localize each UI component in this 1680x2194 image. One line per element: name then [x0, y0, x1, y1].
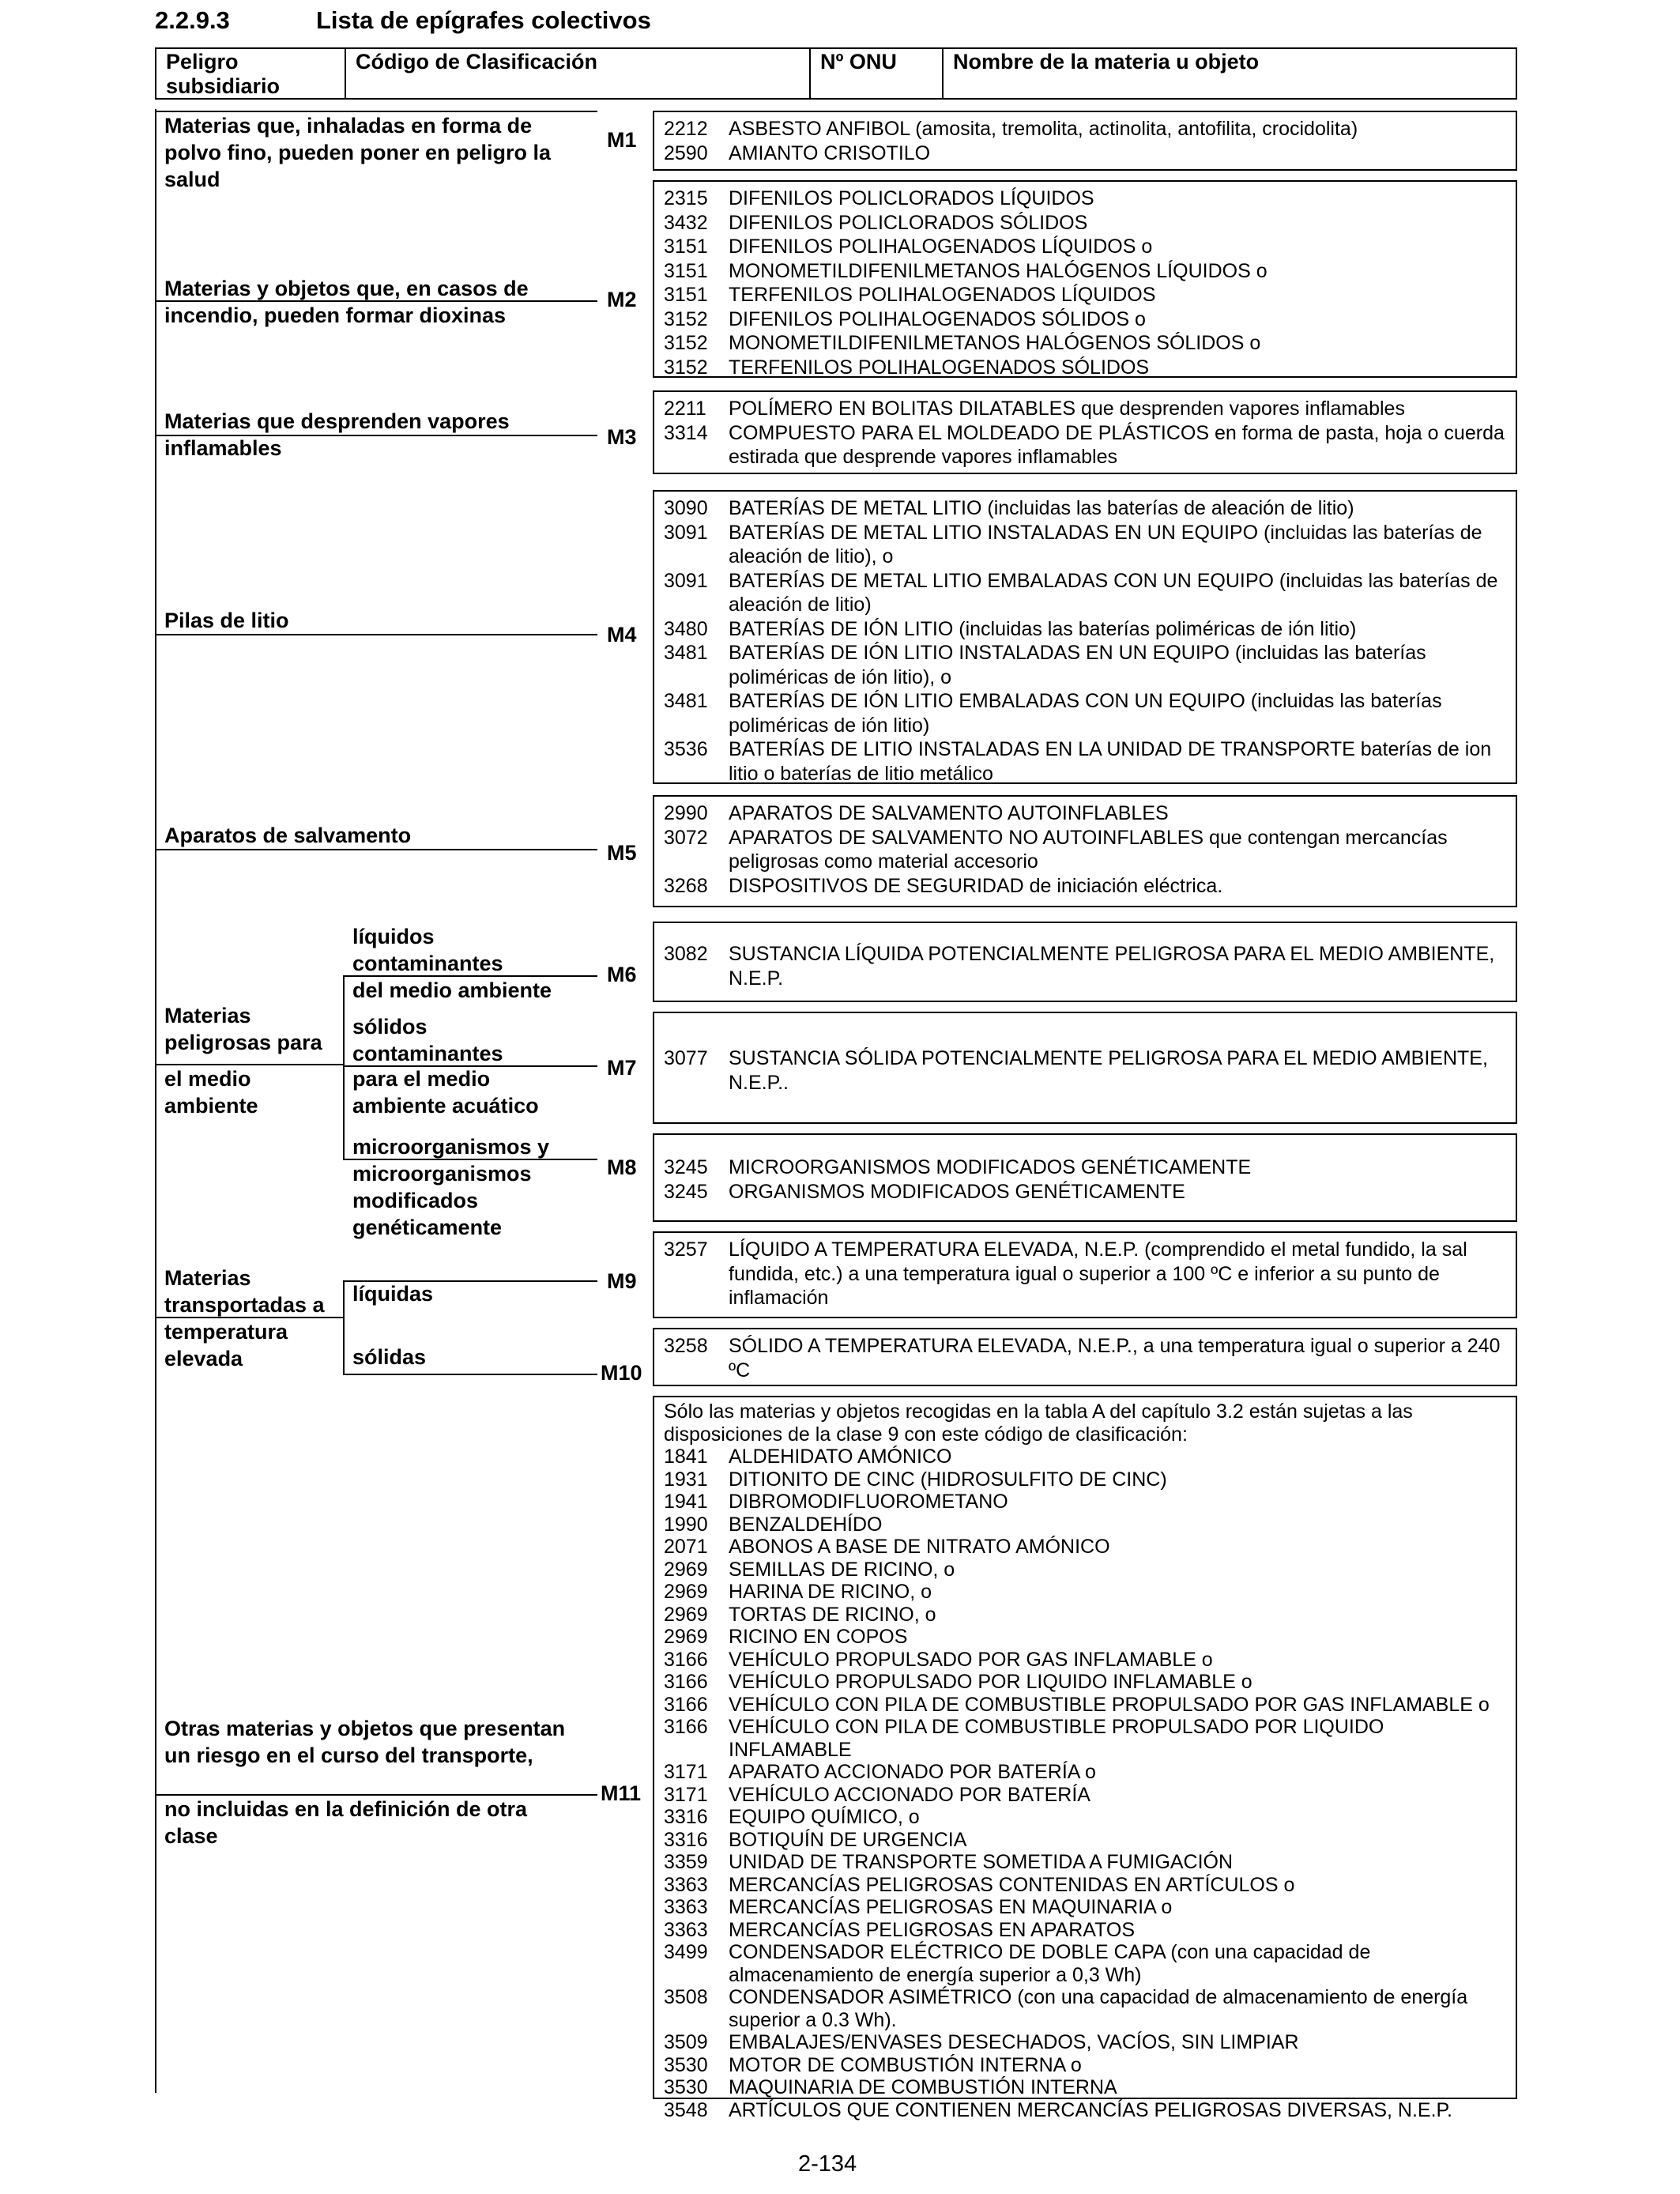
entry-name: SÓLIDO A TEMPERATURA ELEVADA, N.E.P., a una temperatura igual o superior a 240 ºC: [729, 1335, 1501, 1382]
entry-name: BOTIQUÍN DE URGENCIA: [729, 1828, 967, 1851]
entry-name: UNIDAD DE TRANSPORTE SOMETIDA A FUMIGACIÓN: [729, 1851, 1234, 1873]
entry-name: COMPUESTO PARA EL MOLDEADO DE PLÁSTICOS en forma de pasta, hoja o cuerda estirada que desprende vapores inflamables: [729, 421, 1505, 468]
un-number: 3363: [664, 1896, 708, 1918]
entry-name: RICINO EN COPOS: [729, 1626, 908, 1648]
un-number: 3314: [664, 421, 708, 444]
un-number: 3152: [664, 307, 708, 330]
entry-row: [664, 235, 1506, 259]
un-number: 3530: [664, 2053, 708, 2076]
entry-name: ORGANISMOS MODIFICADOS GENÉTICAMENTE: [729, 1180, 1185, 1203]
un-number: 3536: [664, 738, 708, 760]
un-number: 1990: [664, 1513, 708, 1536]
code-m3: M3: [607, 425, 637, 449]
label-m11-a: Otras materias y objetos que presentan un riesgo en el curso del transporte,: [164, 1717, 566, 1767]
un-number: 2969: [664, 1603, 708, 1626]
un-number: 2211: [664, 398, 706, 420]
un-number: 3077: [664, 1047, 708, 1069]
entries-m9: [653, 1231, 1517, 1318]
entry-name: EQUIPO QUÍMICO, o: [729, 1806, 920, 1828]
un-number: 3499: [664, 1941, 708, 1963]
entry-row: [664, 1919, 1506, 1942]
entries-m7: [653, 1012, 1517, 1124]
entry-row: [664, 1829, 1506, 1852]
entry-name: TERFENILOS POLIHALOGENADOS SÓLIDOS: [729, 356, 1150, 379]
entry-row: [664, 1941, 1506, 1986]
un-number: 2969: [664, 1558, 708, 1581]
un-number: 3480: [664, 617, 708, 640]
un-number: 3509: [664, 2031, 708, 2053]
un-number: 3481: [664, 642, 708, 664]
code-m7: M7: [607, 1056, 637, 1080]
page-number: 2-134: [798, 2151, 857, 2177]
un-number: 3316: [664, 1828, 708, 1851]
entry-row: [664, 259, 1506, 284]
un-number: 3363: [664, 1918, 708, 1941]
code-m6: M6: [607, 963, 637, 986]
entry-name: DIFENILOS POLICLORADOS SÓLIDOS: [729, 211, 1088, 234]
entry-row: [664, 1334, 1506, 1382]
entry-name: CONDENSADOR ASIMÉTRICO (con una capacidad de almacenamiento de energía superior a 0.3 Wh).: [729, 1986, 1468, 2031]
entry-name: MONOMETILDIFENILMETANOS HALÓGENOS SÓLIDOS o: [729, 332, 1261, 354]
label-m8-a: microorganismos y: [352, 1135, 550, 1159]
section-title: Lista de epígrafes colectivos: [316, 6, 651, 34]
entry-row: [664, 1761, 1506, 1784]
un-number: 2071: [664, 1536, 708, 1558]
entry-row: [664, 1514, 1506, 1536]
entries-m8: [653, 1133, 1517, 1222]
entry-row: [664, 331, 1506, 356]
entry-name: MICROORGANISMOS MODIFICADOS GENÉTICAMENTE: [729, 1156, 1252, 1178]
entry-row: [664, 2099, 1506, 2122]
entries-m6: [653, 922, 1517, 1002]
entry-row: [664, 141, 1506, 166]
entry-name: LÍQUIDO A TEMPERATURA ELEVADA, N.E.P. (comprendido el metal fundido, la sal fundida, etc.) a una temperatura igual o superior a 100 ºC e inferior a su punto de inflamación: [729, 1238, 1467, 1309]
entry-row: [664, 283, 1506, 307]
entry-name: BATERÍAS DE METAL LITIO INSTALADAS EN UN EQUIPO (incluidas las baterías de aleación de litio), o: [729, 521, 1482, 567]
entry-name: APARATOS DE SALVAMENTO AUTOINFLABLES: [729, 802, 1169, 824]
un-number: 3359: [664, 1851, 708, 1873]
entry-row: [664, 2054, 1506, 2077]
entry-name: BATERÍAS DE IÓN LITIO EMBALADAS CON UN EQUIPO (incluidas las baterías poliméricas de ión litio): [729, 690, 1442, 737]
label-m8-b: microorganismos modificados genéticamente: [352, 1162, 532, 1239]
label-m6-b: del medio ambiente: [352, 978, 552, 1002]
entry-row: [664, 307, 1506, 332]
entry-name: BATERÍAS DE IÓN LITIO INSTALADAS EN UN EQUIPO (incluidas las baterías poliméricas de ión litio), o: [729, 642, 1426, 688]
entry-name: ALDEHIDATO AMÓNICO: [729, 1446, 952, 1468]
entries-m1: [653, 111, 1517, 171]
entry-name: ASBESTO ANFIBOL (amosita, tremolita, actinolita, antofilita, crocidolita): [729, 118, 1358, 140]
entry-row: [664, 942, 1506, 990]
entry-name: TORTAS DE RICINO, o: [729, 1603, 936, 1626]
un-number: 3530: [664, 2076, 708, 2098]
entry-name: DITIONITO DE CINC (HIDROSULFITO DE CINC): [729, 1468, 1167, 1491]
entry-name: VEHÍCULO PROPULSADO POR GAS INFLAMABLE o: [729, 1648, 1213, 1671]
entry-name: VEHÍCULO ACCIONADO POR BATERÍA: [729, 1783, 1090, 1806]
label-env-a: Materias peligrosas para: [164, 1004, 322, 1054]
entry-row: [664, 1671, 1506, 1694]
entries-m4: [653, 490, 1517, 784]
entry-name: DIFENILOS POLIHALOGENADOS LÍQUIDOS o: [729, 236, 1153, 258]
entries-m2: [653, 180, 1517, 378]
label-m10: sólidas: [352, 1345, 427, 1369]
code-m1: M1: [607, 128, 637, 152]
entry-row: [664, 117, 1506, 141]
un-number: 3090: [664, 497, 708, 519]
entry-row: [664, 1238, 1506, 1310]
label-m2: Materias y objetos que, en casos de incendio, pueden formar dioxinas: [164, 277, 529, 327]
entries-m10: [653, 1328, 1517, 1386]
entry-name: APARATO ACCIONADO POR BATERÍA o: [729, 1761, 1096, 1783]
un-number: 3508: [664, 1986, 708, 2008]
entry-row: [664, 1581, 1506, 1604]
un-number: 3171: [664, 1761, 708, 1783]
entry-name: CONDENSADOR ELÉCTRICO DE DOBLE CAPA (con una capacidad de almacenamiento de energía superior a 0,3 Wh): [729, 1941, 1371, 1986]
un-number: 3072: [664, 826, 708, 849]
entry-row: [664, 1180, 1506, 1204]
entry-row: [664, 737, 1506, 786]
entry-name: SEMILLAS DE RICINO, o: [729, 1558, 955, 1581]
label-m9: líquidas: [352, 1282, 434, 1306]
label-m7-a: sólidos contaminantes: [352, 1015, 503, 1065]
entry-row: [664, 569, 1506, 617]
un-number: 3245: [664, 1156, 708, 1178]
entry-name: APARATOS DE SALVAMENTO NO AUTOINFLABLES que contengan mercancías peligrosas como material accesorio: [729, 826, 1448, 873]
entry-name: DISPOSITIVOS DE SEGURIDAD de iniciación eléctrica.: [729, 874, 1223, 897]
entry-name: ARTÍCULOS QUE CONTIENEN MERCANCÍAS PELIGROSAS DIVERSAS, N.E.P.: [729, 2098, 1452, 2121]
entries-m11: [653, 1396, 1517, 2121]
un-number: 3268: [664, 874, 708, 897]
entry-name: POLÍMERO EN BOLITAS DILATABLES que desprenden vapores inflamables: [729, 398, 1405, 420]
un-number: 3151: [664, 284, 708, 306]
entry-name: MERCANCÍAS PELIGROSAS CONTENIDAS EN ARTÍCULOS o: [729, 1873, 1295, 1896]
entry-row: [664, 1716, 1506, 1761]
code-m8: M8: [607, 1155, 637, 1179]
entry-row: [664, 1491, 1506, 1514]
entry-name: EMBALAJES/ENVASES DESECHADOS, VACÍOS, SIN LIMPIAR: [729, 2031, 1299, 2053]
header-codigo: Código de Clasificación: [346, 49, 811, 98]
entry-row: [664, 1446, 1506, 1468]
entry-row: [664, 874, 1506, 899]
un-number: 3432: [664, 211, 708, 234]
un-number: 3363: [664, 1873, 708, 1896]
label-m6-a: líquidos contaminantes: [352, 925, 503, 975]
entry-row: [664, 1536, 1506, 1559]
entry-row: [664, 1784, 1506, 1807]
entry-row: [664, 356, 1506, 380]
entry-name: DIFENILOS POLIHALOGENADOS SÓLIDOS o: [729, 307, 1146, 330]
un-number: 1941: [664, 1491, 708, 1513]
code-m9: M9: [607, 1269, 637, 1293]
entry-name: VEHÍCULO CON PILA DE COMBUSTIBLE PROPULSADO POR LIQUIDO INFLAMABLE: [729, 1716, 1384, 1761]
entry-row: [664, 1604, 1506, 1627]
entry-name: MERCANCÍAS PELIGROSAS EN APARATOS: [729, 1918, 1136, 1941]
header-peligro: Peligro subsidiario: [156, 49, 346, 98]
entry-name: DIFENILOS POLICLORADOS LÍQUIDOS: [729, 187, 1094, 209]
un-number: 2969: [664, 1626, 708, 1648]
entry-row: [664, 617, 1506, 642]
entry-row: [664, 521, 1506, 569]
entry-row: [664, 1874, 1506, 1897]
entry-name: MAQUINARIA DE COMBUSTIÓN INTERNA: [729, 2076, 1117, 2098]
entry-row: [664, 397, 1506, 421]
entry-name: BATERÍAS DE IÓN LITIO (incluidas las baterías poliméricas de ión litio): [729, 617, 1357, 640]
entry-row: [664, 1046, 1506, 1095]
entry-row: [664, 496, 1506, 521]
entry-name: SUSTANCIA SÓLIDA POTENCIALMENTE PELIGROSA PARA EL MEDIO AMBIENTE, N.E.P..: [729, 1047, 1488, 1094]
un-number: 3152: [664, 332, 708, 354]
entry-name: BENZALDEHÍDO: [729, 1513, 883, 1536]
un-number: 3151: [664, 236, 708, 258]
entry-name: MOTOR DE COMBUSTIÓN INTERNA o: [729, 2053, 1082, 2076]
entry-name: BATERÍAS DE LITIO INSTALADAS EN LA UNIDAD DE TRANSPORTE baterías de ion litio o baterías de litio metálico: [729, 738, 1492, 785]
entry-row: [664, 689, 1506, 737]
entry-name: MONOMETILDIFENILMETANOS HALÓGENOS LÍQUIDOS o: [729, 259, 1268, 282]
entry-name: AMIANTO CRISOTILO: [729, 141, 931, 164]
un-number: 3166: [664, 1671, 708, 1693]
label-temp: Materias transportadas a temperatura elevada: [164, 1266, 325, 1370]
un-number: 3481: [664, 690, 708, 712]
entry-row: [664, 1851, 1506, 1874]
m11-intro: Sólo las materias y objetos recogidas en la tabla A del capítulo 3.2 están sujetas a las disposiciones de la clase 9 con este código de clasificación:: [664, 1400, 1413, 1446]
entry-name: SUSTANCIA LÍQUIDA POTENCIALMENTE PELIGROSA PARA EL MEDIO AMBIENTE, N.E.P.: [729, 943, 1495, 990]
entries-m5: [653, 795, 1517, 907]
un-number: 3091: [664, 521, 708, 544]
header-onu: Nº ONU: [811, 49, 944, 98]
entry-name: BATERÍAS DE METAL LITIO (incluidas las baterías de aleación de litio): [729, 497, 1354, 519]
un-number: 3548: [664, 2098, 708, 2121]
entries-m3: [653, 390, 1517, 474]
code-m2: M2: [607, 288, 637, 311]
un-number: 3257: [664, 1238, 708, 1261]
entry-name: TERFENILOS POLIHALOGENADOS LÍQUIDOS: [729, 284, 1156, 306]
un-number: 3166: [664, 1648, 708, 1671]
entry-name: VEHÍCULO CON PILA DE COMBUSTIBLE PROPULSADO POR GAS INFLAMABLE o: [729, 1693, 1490, 1716]
header-nombre: Nombre de la materia u objeto: [953, 50, 1260, 74]
code-m5: M5: [607, 841, 637, 865]
entry-row: [664, 421, 1506, 469]
table-header: [155, 47, 1517, 100]
un-number: 3258: [664, 1335, 708, 1357]
label-m4: Pilas de litio: [164, 609, 289, 632]
label-m7-b: para el medio ambiente acuático: [352, 1067, 539, 1118]
label-m3: Materias que desprenden vapores inflamables: [164, 409, 510, 460]
entry-row: [664, 826, 1506, 874]
entry-row: [664, 1468, 1506, 1491]
un-number: 1931: [664, 1468, 708, 1491]
un-number: 2315: [664, 187, 708, 209]
un-number: 2990: [664, 802, 708, 824]
code-m4: M4: [607, 623, 637, 647]
entry-row: [664, 2031, 1506, 2054]
entry-row: [664, 641, 1506, 689]
un-number: 3152: [664, 356, 708, 379]
entry-name: HARINA DE RICINO, o: [729, 1581, 932, 1603]
entry-name: BATERÍAS DE METAL LITIO EMBALADAS CON UN EQUIPO (incluidas las baterías de aleación de litio): [729, 569, 1498, 616]
entry-name: DIBROMODIFLUOROMETANO: [729, 1491, 1008, 1513]
label-m5: Aparatos de salvamento: [164, 824, 412, 847]
un-number: 3316: [664, 1806, 708, 1828]
un-number: 3091: [664, 569, 708, 592]
entry-row: [664, 1806, 1506, 1829]
label-env-b: el medio ambiente: [164, 1067, 258, 1118]
code-m10: M10: [601, 1361, 642, 1385]
un-number: 1841: [664, 1446, 708, 1468]
un-number: 3166: [664, 1693, 708, 1716]
entry-row: [664, 801, 1506, 826]
entry-row: [664, 2076, 1506, 2099]
entry-row: [664, 211, 1506, 236]
code-m11: M11: [601, 1781, 642, 1805]
entry-row: [664, 1626, 1506, 1649]
label-m11-b: no incluidas en la definición de otra clase: [164, 1797, 528, 1848]
entry-row: [664, 1986, 1506, 2031]
un-number: 2969: [664, 1581, 708, 1603]
un-number: 3166: [664, 1716, 708, 1738]
un-number: 3151: [664, 259, 708, 282]
entry-name: ABONOS A BASE DE NITRATO AMÓNICO: [729, 1536, 1110, 1558]
un-number: 3171: [664, 1783, 708, 1806]
un-number: 2212: [664, 118, 708, 140]
entry-name: VEHÍCULO PROPULSADO POR LIQUIDO INFLAMABLE o: [729, 1671, 1252, 1693]
entry-name: MERCANCÍAS PELIGROSAS EN MAQUINARIA o: [729, 1896, 1173, 1918]
entry-row: [664, 1649, 1506, 1672]
label-m1: Materias que, inhaladas en forma de polvo fino, pueden poner en peligro la salud: [164, 114, 552, 191]
entry-row: [664, 1155, 1506, 1180]
un-number: 3245: [664, 1180, 708, 1203]
un-number: 3082: [664, 943, 708, 965]
entry-row: [664, 1694, 1506, 1717]
entry-row: [664, 187, 1506, 211]
entry-row: [664, 1559, 1506, 1581]
un-number: 2590: [664, 141, 708, 164]
section-number: 2.2.9.3: [155, 6, 230, 34]
entry-row: [664, 1896, 1506, 1919]
